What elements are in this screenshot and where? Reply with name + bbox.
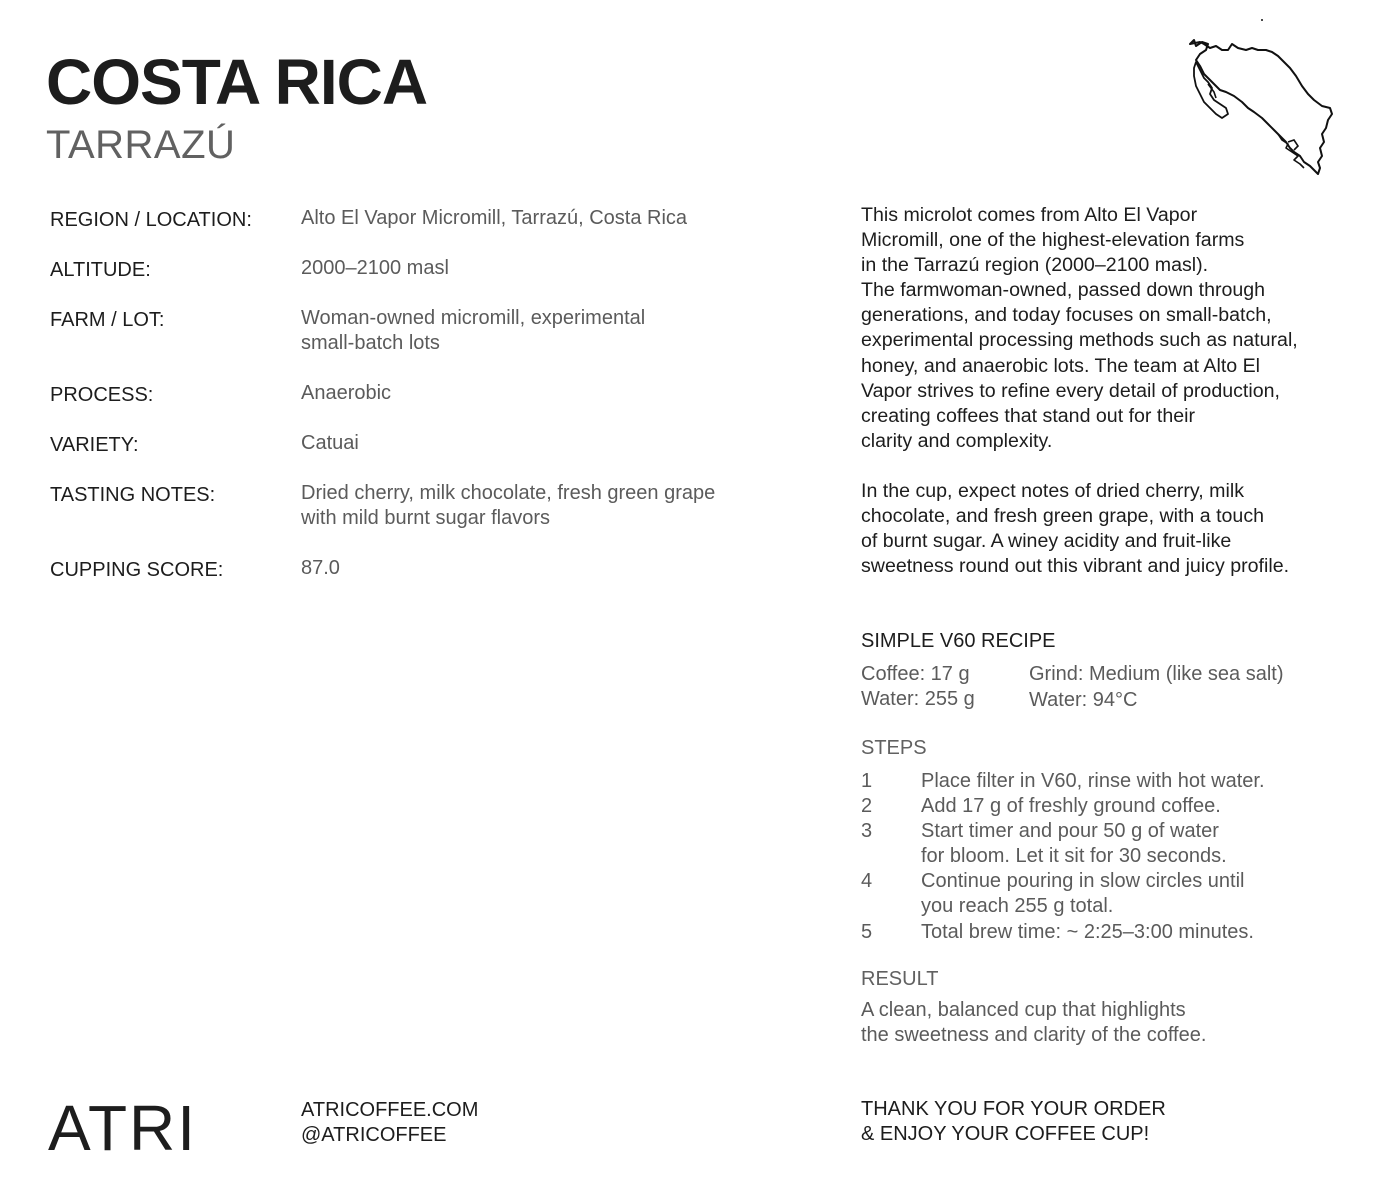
- spec-value-line2: small-batch lots: [301, 332, 440, 354]
- description-paragraph-2: [861, 479, 1351, 579]
- spec-label: TASTING NOTES:: [50, 484, 216, 506]
- description-line: generations, and today focuses on small-batch,: [861, 304, 1272, 327]
- description-line: In the cup, expect notes of dried cherry, milk: [861, 479, 1244, 502]
- website-link[interactable]: ATRICOFFEE.COM: [301, 1099, 479, 1121]
- recipe-coffee-amount: Coffee: 17 g: [861, 663, 970, 685]
- step-text: Start timer and pour 50 g of water: [921, 820, 1219, 843]
- step-item: [861, 920, 1341, 945]
- spec-label: FARM / LOT:: [50, 309, 165, 331]
- thank-you-message: [861, 1097, 1166, 1147]
- spec-value: 87.0: [301, 557, 340, 579]
- recipe-water-temp: Water: 94°C: [1029, 689, 1138, 711]
- page-title: COSTA RICA: [46, 46, 428, 118]
- spec-label: ALTITUDE:: [50, 259, 151, 281]
- result-heading: RESULT: [861, 968, 939, 990]
- coffee-description: [861, 203, 1351, 579]
- step-text: Total brew time: ~ 2:25–3:00 minutes.: [921, 920, 1254, 943]
- description-line: experimental processing methods such as natural,: [861, 329, 1298, 352]
- step-text-line2: you reach 255 g total.: [921, 895, 1114, 918]
- step-item: [861, 794, 1341, 819]
- result-line: A clean, balanced cup that highlights: [861, 999, 1186, 1021]
- step-text-line2: for bloom. Let it sit for 30 seconds.: [921, 845, 1227, 868]
- spec-label: PROCESS:: [50, 384, 154, 406]
- description-line: chocolate, and fresh green grape, with a touch: [861, 505, 1265, 528]
- costa-rica-map-icon: [1182, 14, 1342, 180]
- description-line: Micromill, one of the highest-elevation farms: [861, 229, 1245, 252]
- recipe-grind: Grind: Medium (like sea salt): [1029, 663, 1284, 685]
- step-number: 2: [861, 795, 873, 818]
- result-text: [861, 998, 1261, 1048]
- brand-logo: ATRI: [48, 1092, 198, 1164]
- step-number: 4: [861, 870, 873, 893]
- description-line: sweetness round out this vibrant and juicy profile.: [861, 555, 1290, 578]
- result-line: the sweetness and clarity of the coffee.: [861, 1024, 1207, 1047]
- recipe-water-amount: Water: 255 g: [861, 688, 975, 710]
- description-line: honey, and anaerobic lots. The team at Alto El: [861, 354, 1261, 377]
- spec-value: Woman-owned micromill, experimental: [301, 307, 646, 329]
- spec-value: Dried cherry, milk chocolate, fresh green grape: [301, 482, 716, 504]
- description-line: The farmwoman-owned, passed down through: [861, 279, 1266, 302]
- spec-value: Anaerobic: [301, 382, 392, 404]
- spec-label: REGION / LOCATION:: [50, 209, 252, 231]
- contact-info: [301, 1098, 478, 1148]
- description-line: creating coffees that stand out for their: [861, 404, 1196, 427]
- spec-label: VARIETY:: [50, 434, 139, 456]
- description-line: of burnt sugar. A winey acidity and fruit-like: [861, 530, 1232, 553]
- spec-value: Alto El Vapor Micromill, Tarrazú, Costa Rica: [301, 207, 688, 229]
- steps-heading: STEPS: [861, 737, 927, 759]
- steps-list: [861, 769, 1341, 945]
- step-number: 1: [861, 770, 873, 792]
- description-line: clarity and complexity.: [861, 429, 1053, 452]
- spec-value: 2000–2100 masl: [301, 257, 449, 279]
- step-item: [861, 819, 1341, 869]
- thank-you-line: THANK YOU FOR YOUR ORDER: [861, 1098, 1166, 1120]
- description-line: This microlot comes from Alto El Vapor: [861, 204, 1198, 226]
- social-handle[interactable]: @ATRICOFFEE: [301, 1124, 447, 1146]
- step-text: Continue pouring in slow circles until: [921, 870, 1245, 893]
- description-paragraph-1: [861, 203, 1351, 454]
- description-line: Vapor strives to refine every detail of production,: [861, 379, 1280, 402]
- recipe-heading: SIMPLE V60 RECIPE: [861, 630, 1056, 652]
- description-line: in the Tarrazú region (2000–2100 masl).: [861, 254, 1209, 277]
- spec-value: Catuai: [301, 432, 359, 454]
- step-text: Place filter in V60, rinse with hot water.: [921, 770, 1265, 792]
- thank-you-line: & ENJOY YOUR COFFEE CUP!: [861, 1123, 1150, 1145]
- spec-label: CUPPING SCORE:: [50, 559, 224, 581]
- step-text: Add 17 g of freshly ground coffee.: [921, 795, 1221, 818]
- step-item: [861, 769, 1341, 794]
- step-item: [861, 869, 1341, 919]
- step-number: 3: [861, 820, 873, 843]
- step-number: 5: [861, 920, 873, 943]
- spec-value-line2: with mild burnt sugar flavors: [301, 507, 550, 529]
- page-subtitle: TARRAZÚ: [46, 123, 236, 167]
